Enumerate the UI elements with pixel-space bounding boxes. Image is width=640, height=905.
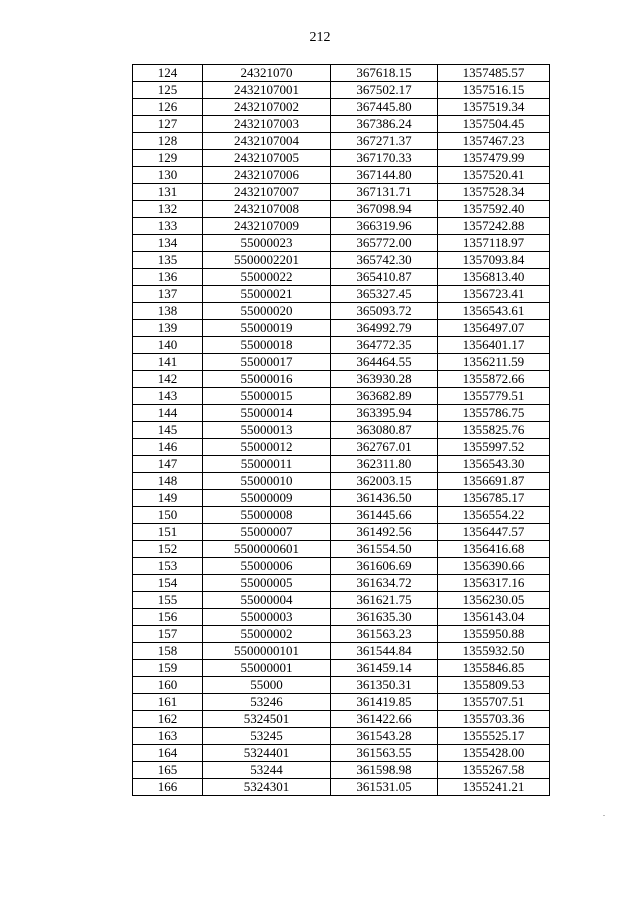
point-number-cell: 134 — [133, 235, 203, 252]
table-row — [133, 728, 550, 745]
point-id-cell: 55000010 — [203, 473, 331, 490]
table-row — [133, 660, 550, 677]
x-coordinate-cell: 361598.98 — [331, 762, 438, 779]
point-id-cell: 55000002 — [203, 626, 331, 643]
point-number-cell: 161 — [133, 694, 203, 711]
point-id-cell: 53246 — [203, 694, 331, 711]
x-coordinate-cell: 361635.30 — [331, 609, 438, 626]
table-row — [133, 643, 550, 660]
table-row — [133, 371, 550, 388]
x-coordinate-cell: 361419.85 — [331, 694, 438, 711]
y-coordinate-cell: 1356390.66 — [438, 558, 550, 575]
x-coordinate-cell: 364464.55 — [331, 354, 438, 371]
y-coordinate-cell: 1355703.36 — [438, 711, 550, 728]
point-number-cell: 148 — [133, 473, 203, 490]
point-number-cell: 126 — [133, 99, 203, 116]
point-id-cell: 55000019 — [203, 320, 331, 337]
point-number-cell: 160 — [133, 677, 203, 694]
y-coordinate-cell: 1355809.53 — [438, 677, 550, 694]
x-coordinate-cell: 361422.66 — [331, 711, 438, 728]
table-row — [133, 133, 550, 150]
x-coordinate-cell: 364772.35 — [331, 337, 438, 354]
point-id-cell: 2432107006 — [203, 167, 331, 184]
point-id-cell: 5324501 — [203, 711, 331, 728]
table-row — [133, 65, 550, 82]
point-id-cell: 55000001 — [203, 660, 331, 677]
x-coordinate-cell: 365742.30 — [331, 252, 438, 269]
x-coordinate-cell: 362767.01 — [331, 439, 438, 456]
x-coordinate-cell: 361634.72 — [331, 575, 438, 592]
point-id-cell: 2432107008 — [203, 201, 331, 218]
x-coordinate-cell: 367170.33 — [331, 150, 438, 167]
point-number-cell: 138 — [133, 303, 203, 320]
x-coordinate-cell: 365327.45 — [331, 286, 438, 303]
point-id-cell: 55000022 — [203, 269, 331, 286]
table-row — [133, 473, 550, 490]
y-coordinate-cell: 1356785.17 — [438, 490, 550, 507]
point-number-cell: 144 — [133, 405, 203, 422]
point-number-cell: 127 — [133, 116, 203, 133]
x-coordinate-cell: 361445.66 — [331, 507, 438, 524]
x-coordinate-cell: 367618.15 — [331, 65, 438, 82]
x-coordinate-cell: 365772.00 — [331, 235, 438, 252]
y-coordinate-cell: 1356230.05 — [438, 592, 550, 609]
x-coordinate-cell: 361459.14 — [331, 660, 438, 677]
point-number-cell: 124 — [133, 65, 203, 82]
y-coordinate-cell: 1355950.88 — [438, 626, 550, 643]
x-coordinate-cell: 363395.94 — [331, 405, 438, 422]
point-id-cell: 55000012 — [203, 439, 331, 456]
point-number-cell: 137 — [133, 286, 203, 303]
point-number-cell: 135 — [133, 252, 203, 269]
point-id-cell: 5500002201 — [203, 252, 331, 269]
table-row — [133, 558, 550, 575]
point-number-cell: 143 — [133, 388, 203, 405]
point-number-cell: 164 — [133, 745, 203, 762]
point-id-cell: 55000 — [203, 677, 331, 694]
point-number-cell: 140 — [133, 337, 203, 354]
point-id-cell: 2432107002 — [203, 99, 331, 116]
table-row — [133, 252, 550, 269]
y-coordinate-cell: 1355241.21 — [438, 779, 550, 796]
point-id-cell: 55000023 — [203, 235, 331, 252]
point-number-cell: 133 — [133, 218, 203, 235]
y-coordinate-cell: 1355267.58 — [438, 762, 550, 779]
scan-speck — [603, 815, 605, 816]
point-number-cell: 146 — [133, 439, 203, 456]
y-coordinate-cell: 1356401.17 — [438, 337, 550, 354]
point-number-cell: 149 — [133, 490, 203, 507]
table-row — [133, 82, 550, 99]
y-coordinate-cell: 1355825.76 — [438, 422, 550, 439]
point-number-cell: 129 — [133, 150, 203, 167]
point-number-cell: 163 — [133, 728, 203, 745]
point-id-cell: 55000003 — [203, 609, 331, 626]
x-coordinate-cell: 363682.89 — [331, 388, 438, 405]
point-number-cell: 152 — [133, 541, 203, 558]
y-coordinate-cell: 1357479.99 — [438, 150, 550, 167]
point-id-cell: 55000016 — [203, 371, 331, 388]
y-coordinate-cell: 1356317.16 — [438, 575, 550, 592]
table-row — [133, 779, 550, 796]
table-row — [133, 694, 550, 711]
point-id-cell: 2432107003 — [203, 116, 331, 133]
point-number-cell: 156 — [133, 609, 203, 626]
point-number-cell: 155 — [133, 592, 203, 609]
y-coordinate-cell: 1355707.51 — [438, 694, 550, 711]
table-row — [133, 269, 550, 286]
x-coordinate-cell: 361621.75 — [331, 592, 438, 609]
y-coordinate-cell: 1357528.34 — [438, 184, 550, 201]
table-row — [133, 337, 550, 354]
y-coordinate-cell: 1357093.84 — [438, 252, 550, 269]
table-row — [133, 218, 550, 235]
x-coordinate-cell: 365093.72 — [331, 303, 438, 320]
table-row — [133, 762, 550, 779]
point-id-cell: 55000009 — [203, 490, 331, 507]
point-id-cell: 2432107007 — [203, 184, 331, 201]
point-number-cell: 128 — [133, 133, 203, 150]
point-number-cell: 125 — [133, 82, 203, 99]
table-row — [133, 286, 550, 303]
table-row — [133, 184, 550, 201]
point-id-cell: 5324301 — [203, 779, 331, 796]
point-number-cell: 165 — [133, 762, 203, 779]
x-coordinate-cell: 366319.96 — [331, 218, 438, 235]
point-number-cell: 136 — [133, 269, 203, 286]
table-row — [133, 456, 550, 473]
y-coordinate-cell: 1357118.97 — [438, 235, 550, 252]
table-row — [133, 524, 550, 541]
x-coordinate-cell: 364992.79 — [331, 320, 438, 337]
y-coordinate-cell: 1355786.75 — [438, 405, 550, 422]
y-coordinate-cell: 1357504.45 — [438, 116, 550, 133]
x-coordinate-cell: 361606.69 — [331, 558, 438, 575]
y-coordinate-cell: 1356447.57 — [438, 524, 550, 541]
point-number-cell: 142 — [133, 371, 203, 388]
x-coordinate-cell: 367144.80 — [331, 167, 438, 184]
point-id-cell: 55000011 — [203, 456, 331, 473]
point-id-cell: 2432107001 — [203, 82, 331, 99]
table-row — [133, 201, 550, 218]
point-number-cell: 145 — [133, 422, 203, 439]
x-coordinate-cell: 361436.50 — [331, 490, 438, 507]
point-number-cell: 154 — [133, 575, 203, 592]
y-coordinate-cell: 1355525.17 — [438, 728, 550, 745]
point-id-cell: 55000004 — [203, 592, 331, 609]
point-id-cell: 2432107009 — [203, 218, 331, 235]
point-id-cell: 55000020 — [203, 303, 331, 320]
x-coordinate-cell: 361554.50 — [331, 541, 438, 558]
coordinates-table-body — [133, 65, 550, 796]
point-number-cell: 151 — [133, 524, 203, 541]
point-id-cell: 55000021 — [203, 286, 331, 303]
y-coordinate-cell: 1357519.34 — [438, 99, 550, 116]
table-row — [133, 626, 550, 643]
page-number: 212 — [309, 30, 331, 45]
table-row — [133, 422, 550, 439]
table-row — [133, 116, 550, 133]
x-coordinate-cell: 361563.23 — [331, 626, 438, 643]
point-id-cell: 5500000601 — [203, 541, 331, 558]
table-row — [133, 609, 550, 626]
table-row — [133, 150, 550, 167]
point-id-cell: 55000018 — [203, 337, 331, 354]
x-coordinate-cell: 363080.87 — [331, 422, 438, 439]
point-number-cell: 166 — [133, 779, 203, 796]
x-coordinate-cell: 367502.17 — [331, 82, 438, 99]
point-number-cell: 162 — [133, 711, 203, 728]
x-coordinate-cell: 363930.28 — [331, 371, 438, 388]
y-coordinate-cell: 1356554.22 — [438, 507, 550, 524]
coordinates-table — [132, 64, 550, 796]
point-number-cell: 130 — [133, 167, 203, 184]
table-row — [133, 575, 550, 592]
point-id-cell: 55000008 — [203, 507, 331, 524]
table-row — [133, 99, 550, 116]
x-coordinate-cell: 365410.87 — [331, 269, 438, 286]
y-coordinate-cell: 1356211.59 — [438, 354, 550, 371]
table-row — [133, 405, 550, 422]
y-coordinate-cell: 1355779.51 — [438, 388, 550, 405]
y-coordinate-cell: 1357467.23 — [438, 133, 550, 150]
point-id-cell: 55000015 — [203, 388, 331, 405]
table-row — [133, 711, 550, 728]
x-coordinate-cell: 367445.80 — [331, 99, 438, 116]
point-number-cell: 157 — [133, 626, 203, 643]
y-coordinate-cell: 1356813.40 — [438, 269, 550, 286]
point-number-cell: 147 — [133, 456, 203, 473]
x-coordinate-cell: 361350.31 — [331, 677, 438, 694]
y-coordinate-cell: 1356723.41 — [438, 286, 550, 303]
point-number-cell: 159 — [133, 660, 203, 677]
table-row — [133, 507, 550, 524]
point-id-cell: 2432107004 — [203, 133, 331, 150]
y-coordinate-cell: 1357242.88 — [438, 218, 550, 235]
table-row — [133, 303, 550, 320]
y-coordinate-cell: 1356543.30 — [438, 456, 550, 473]
point-number-cell: 131 — [133, 184, 203, 201]
point-id-cell: 55000005 — [203, 575, 331, 592]
x-coordinate-cell: 362311.80 — [331, 456, 438, 473]
point-id-cell: 53244 — [203, 762, 331, 779]
x-coordinate-cell: 361563.55 — [331, 745, 438, 762]
y-coordinate-cell: 1355932.50 — [438, 643, 550, 660]
y-coordinate-cell: 1355846.85 — [438, 660, 550, 677]
x-coordinate-cell: 361492.56 — [331, 524, 438, 541]
y-coordinate-cell: 1357520.41 — [438, 167, 550, 184]
point-id-cell: 55000017 — [203, 354, 331, 371]
point-number-cell: 141 — [133, 354, 203, 371]
x-coordinate-cell: 367098.94 — [331, 201, 438, 218]
y-coordinate-cell: 1355428.00 — [438, 745, 550, 762]
table-row — [133, 592, 550, 609]
table-row — [133, 677, 550, 694]
y-coordinate-cell: 1356497.07 — [438, 320, 550, 337]
x-coordinate-cell: 361543.28 — [331, 728, 438, 745]
point-number-cell: 139 — [133, 320, 203, 337]
y-coordinate-cell: 1357485.57 — [438, 65, 550, 82]
point-number-cell: 132 — [133, 201, 203, 218]
y-coordinate-cell: 1355872.66 — [438, 371, 550, 388]
x-coordinate-cell: 367271.37 — [331, 133, 438, 150]
point-id-cell: 24321070 — [203, 65, 331, 82]
x-coordinate-cell: 361544.84 — [331, 643, 438, 660]
y-coordinate-cell: 1357592.40 — [438, 201, 550, 218]
y-coordinate-cell: 1356543.61 — [438, 303, 550, 320]
x-coordinate-cell: 361531.05 — [331, 779, 438, 796]
table-row — [133, 235, 550, 252]
point-id-cell: 53245 — [203, 728, 331, 745]
y-coordinate-cell: 1357516.15 — [438, 82, 550, 99]
y-coordinate-cell: 1356143.04 — [438, 609, 550, 626]
table-row — [133, 541, 550, 558]
point-id-cell: 5324401 — [203, 745, 331, 762]
y-coordinate-cell: 1355997.52 — [438, 439, 550, 456]
table-row — [133, 490, 550, 507]
table-row — [133, 439, 550, 456]
table-row — [133, 320, 550, 337]
point-number-cell: 150 — [133, 507, 203, 524]
table-row — [133, 388, 550, 405]
table-row — [133, 354, 550, 371]
point-id-cell: 55000007 — [203, 524, 331, 541]
point-id-cell: 55000013 — [203, 422, 331, 439]
point-number-cell: 153 — [133, 558, 203, 575]
point-id-cell: 5500000101 — [203, 643, 331, 660]
point-id-cell: 55000006 — [203, 558, 331, 575]
y-coordinate-cell: 1356416.68 — [438, 541, 550, 558]
x-coordinate-cell: 362003.15 — [331, 473, 438, 490]
x-coordinate-cell: 367386.24 — [331, 116, 438, 133]
table-row — [133, 167, 550, 184]
point-number-cell: 158 — [133, 643, 203, 660]
table-row — [133, 745, 550, 762]
x-coordinate-cell: 367131.71 — [331, 184, 438, 201]
y-coordinate-cell: 1356691.87 — [438, 473, 550, 490]
point-id-cell: 55000014 — [203, 405, 331, 422]
point-id-cell: 2432107005 — [203, 150, 331, 167]
